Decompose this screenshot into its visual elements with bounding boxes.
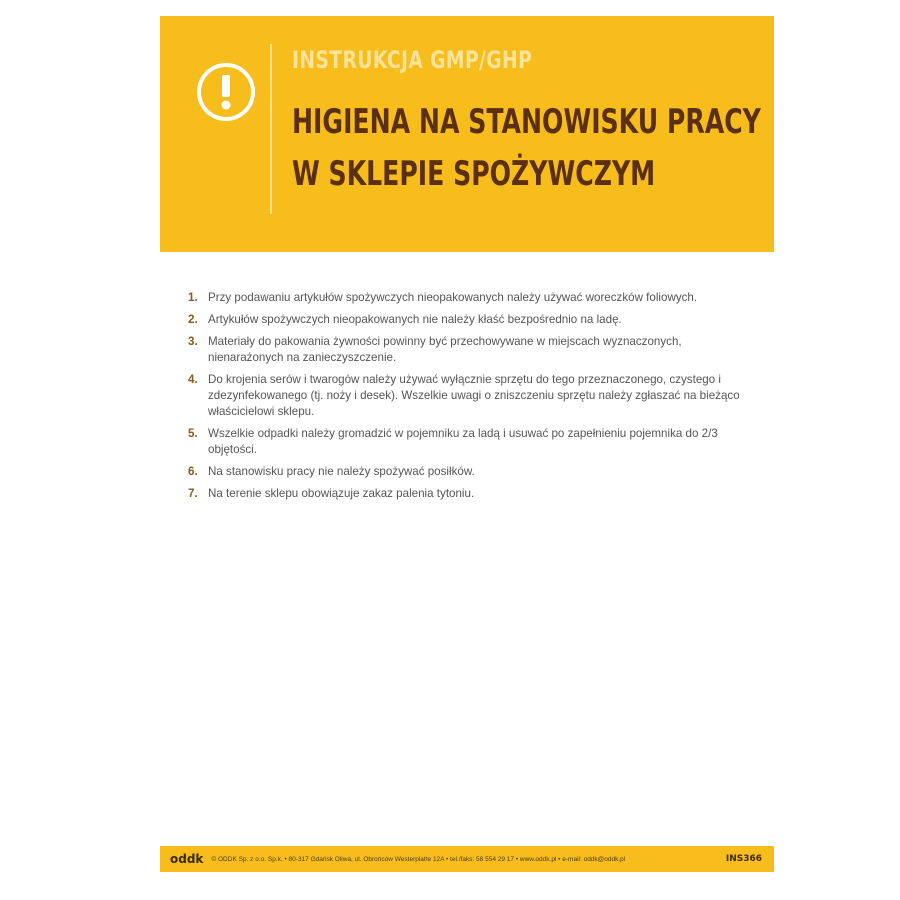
rule-number: 2. [188, 313, 198, 326]
rule-text: Artykułów spożywczych nieopakowanych nie należy kłaść bezpośrednio na ladę. [208, 313, 622, 326]
rule-item [188, 464, 754, 480]
rule-number: 5. [188, 427, 198, 440]
rules-list [188, 290, 754, 508]
footer-bar [160, 846, 774, 872]
rule-item [188, 312, 754, 328]
instruction-type-label: INSTRUKCJA GMP/GHP [292, 46, 533, 74]
exclamation-circle-icon [194, 60, 258, 124]
rule-text: Na stanowisku pracy nie należy spożywać posiłków. [208, 465, 475, 478]
oddk-logo: oddk [170, 852, 204, 866]
header-banner [160, 16, 774, 252]
document-code: INS366 [725, 854, 762, 864]
page-title [292, 96, 761, 200]
rule-item [188, 486, 754, 502]
rule-number: 7. [188, 487, 198, 500]
rule-text: Do krojenia serów i twarogów należy używać wyłącznie sprzętu do tego przeznaczonego, czystego i zdezynfekowanego (tj. noży i desek). Wszelkie uwagi o zniszczeniu sprzętu należy zgłaszać na bieżąco właścicielowi sklepu. [208, 373, 740, 418]
rule-item [188, 372, 754, 420]
rule-number: 4. [188, 373, 198, 386]
rule-text: Materiały do pakowania żywności powinny być przechowywane w miejscach wyznaczonych, nienarażonych na zanieczyszczenie. [208, 335, 682, 364]
rule-item [188, 334, 754, 366]
page-title-line-2: W SKLEPIE SPOŻYWCZYM [292, 154, 656, 194]
instruction-sheet [160, 16, 774, 872]
rule-text: Przy podawaniu artykułów spożywczych nieopakowanych należy używać woreczków foliowych. [208, 291, 698, 304]
rule-number: 3. [188, 335, 198, 348]
footer-contact-info: © ODDK Sp. z o.o. Sp.k. • 80-317 Gdańsk Oliwa, ul. Obrońców Westerplatte 12A • tel./faks: 58 554 29 17 • www.oddk.pl • e-mail: oddk@oddk.pl [211, 855, 626, 863]
rule-number: 6. [188, 465, 198, 478]
rule-item [188, 290, 754, 306]
rule-number: 1. [188, 291, 198, 304]
rule-text: Na terenie sklepu obowiązuje zakaz palenia tytoniu. [208, 487, 475, 500]
rule-item [188, 426, 754, 458]
rule-text: Wszelkie odpadki należy gromadzić w pojemniku za ladą i usuwać po zapełnieniu pojemnika do 2/3 objętości. [208, 427, 718, 456]
page-title-line-1: HIGIENA NA STANOWISKU PRACY [292, 102, 761, 142]
header-divider [270, 44, 272, 214]
